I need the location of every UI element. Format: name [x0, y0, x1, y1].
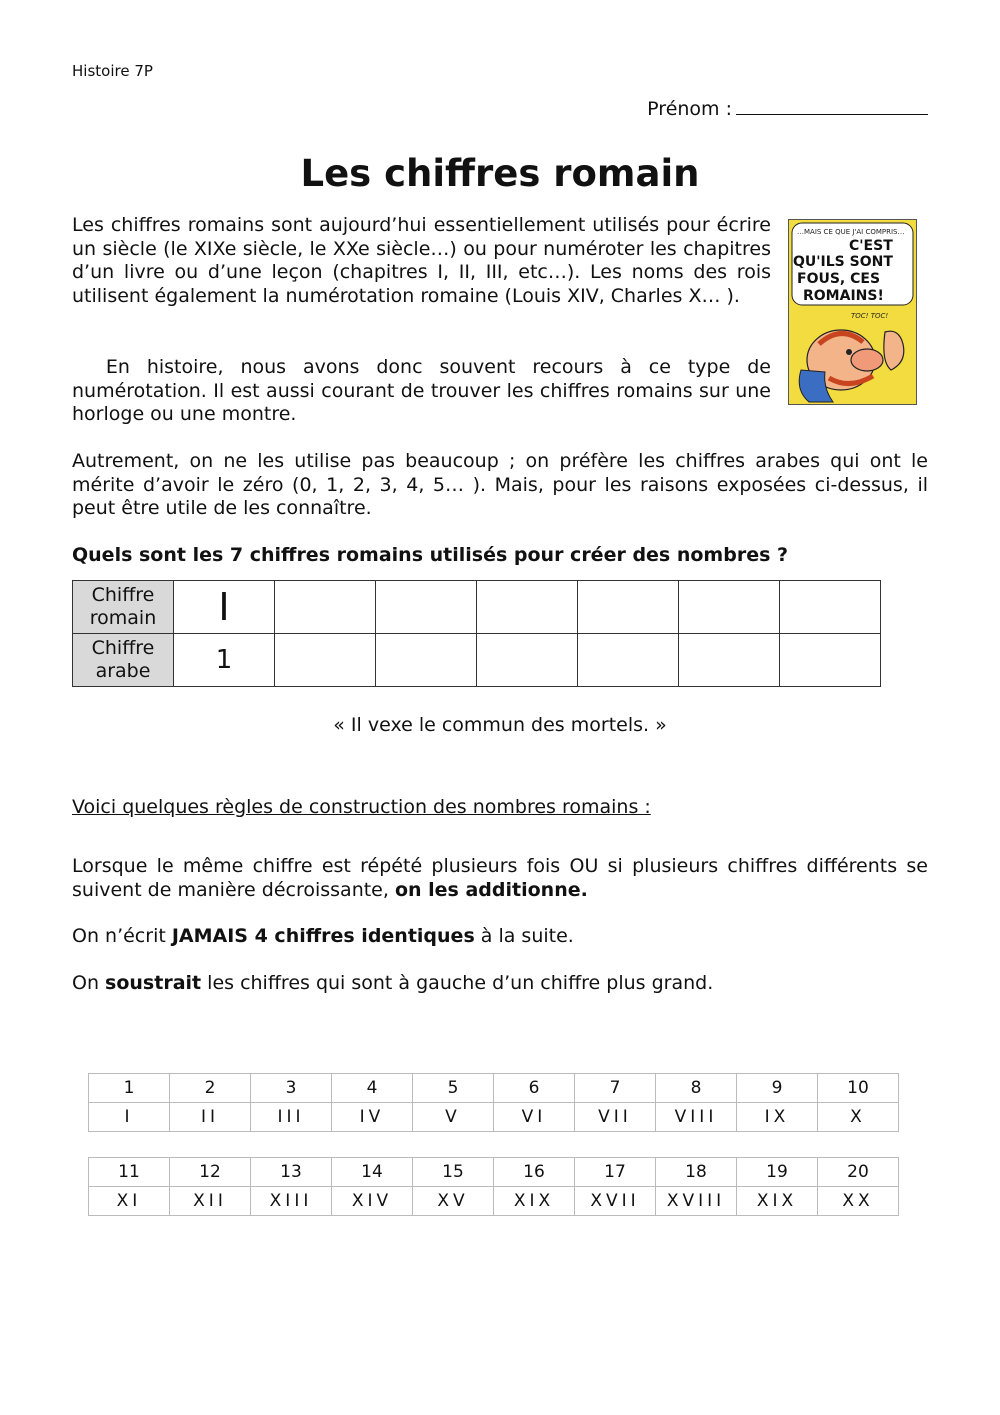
prenom-label: Prénom : [647, 98, 732, 120]
answer-cell[interactable] [275, 634, 376, 687]
intro-paragraph-3: Autrement, on ne les utilise pas beaucoup ; on préfère les chiffres arabes qui ont le mérite d’avoir le zéro (0, 1, 2, 3, 4, 5… ). Mais, pour les raisons exposées ci-dessus, il peut être utile de les connaître. [72, 450, 928, 519]
roman-number-cell: XI [89, 1187, 170, 1216]
comic-small-text: …MAIS CE QUE J'AI COMPRIS… [797, 228, 905, 236]
comic-line-1: C'EST [849, 238, 893, 254]
roman-number-cell: III [251, 1103, 332, 1132]
roman-number-cell: XV [413, 1187, 494, 1216]
row-label-roman: Chiffre romain [73, 581, 174, 634]
rules-heading: Voici quelques règles de construction des nombres romains : [72, 796, 651, 818]
rule-subtraction-bold: soustrait [105, 972, 202, 994]
arabic-number-cell: 6 [494, 1074, 575, 1103]
answer-cell[interactable] [376, 581, 477, 634]
answer-cell[interactable] [780, 634, 881, 687]
comic-sound: TOC! TOC! [851, 312, 889, 320]
intro-paragraph-1: Les chiffres romains sont aujourd’hui essentiellement utilisés pour écrire un siècle (le XIXe siècle, le XXe siècle…) ou pour numéroter les chapitres d’un livre ou d’une leçon (chapitres I, II, III, etc…). Les noms des rois utilisent également la numérotation romaine (Louis XIV, Charles X… ). [72, 214, 771, 307]
arabic-number-cell: 3 [251, 1074, 332, 1103]
arabic-number-cell: 12 [170, 1158, 251, 1187]
roman-number-cell: XIV [332, 1187, 413, 1216]
roman-number-cell: IV [332, 1103, 413, 1132]
answer-cell[interactable] [578, 581, 679, 634]
question-heading: Quels sont les 7 chiffres romains utilisés pour créer des nombres ? [72, 544, 789, 566]
roman-number-cell: I [89, 1103, 170, 1132]
table-row [89, 1074, 899, 1103]
roman-number-cell: XVII [575, 1187, 656, 1216]
arabic-number-cell: 5 [413, 1074, 494, 1103]
arabic-number-cell: 10 [818, 1074, 899, 1103]
riddle-quote: « Il vexe le commun des mortels. » [333, 714, 667, 736]
answer-cell[interactable] [578, 634, 679, 687]
arabic-number-cell: 1 [89, 1074, 170, 1103]
arabic-number-cell: 14 [332, 1158, 413, 1187]
numbers-table-1-to-10 [88, 1073, 899, 1132]
comic-line-2: QU'ILS SONT [793, 254, 893, 270]
rule-subtraction [72, 972, 928, 996]
roman-number-cell: V [413, 1103, 494, 1132]
comic-line-3: FOUS, CES [797, 271, 881, 287]
roman-example-cell: I [174, 581, 275, 634]
rule-addition-text: Lorsque le même chiffre est répété plusieurs fois OU si plusieurs chiffres différents se suivent de manière décroissante, [72, 855, 928, 901]
answer-cell[interactable] [780, 581, 881, 634]
table-row [89, 1103, 899, 1132]
answer-cell[interactable] [275, 581, 376, 634]
roman-number-cell: XIX [737, 1187, 818, 1216]
asterix-comic-image [788, 219, 917, 405]
arabic-number-cell: 11 [89, 1158, 170, 1187]
roman-digits-exercise-table [72, 580, 881, 687]
arabic-number-cell: 16 [494, 1158, 575, 1187]
arabic-number-cell: 19 [737, 1158, 818, 1187]
table-row [73, 581, 881, 634]
arabic-number-cell: 8 [656, 1074, 737, 1103]
comic-illustration [789, 220, 916, 404]
intro-paragraph-2 [72, 356, 771, 427]
roman-number-cell: XII [170, 1187, 251, 1216]
comic-nose-shape [851, 349, 883, 371]
course-label: Histoire 7P [72, 62, 153, 80]
roman-number-cell: VIII [656, 1103, 737, 1132]
answer-cell[interactable] [477, 581, 578, 634]
rule-addition [72, 855, 928, 902]
rule-subtraction-text-a: On [72, 972, 106, 994]
answer-cell[interactable] [477, 634, 578, 687]
arabic-number-cell: 18 [656, 1158, 737, 1187]
rule-never-four-bold: JAMAIS 4 chiffres identiques [171, 925, 475, 947]
roman-number-cell: IX [737, 1103, 818, 1132]
arabic-number-cell: 2 [170, 1074, 251, 1103]
arabic-number-cell: 13 [251, 1158, 332, 1187]
comic-line-4: ROMAINS! [803, 288, 884, 304]
answer-cell[interactable] [679, 634, 780, 687]
arabic-example-cell: 1 [174, 634, 275, 687]
rule-never-four [72, 925, 928, 949]
roman-number-cell: XIII [251, 1187, 332, 1216]
table-row [73, 634, 881, 687]
rule-never-four-text-b: à la suite. [474, 925, 574, 947]
roman-number-cell: XX [818, 1187, 899, 1216]
comic-eye-shape [846, 349, 852, 355]
roman-number-cell: XIX [494, 1187, 575, 1216]
arabic-number-cell: 4 [332, 1074, 413, 1103]
arabic-number-cell: 20 [818, 1158, 899, 1187]
rule-never-four-text-a: On n’écrit [72, 925, 172, 947]
answer-cell[interactable] [679, 581, 780, 634]
roman-number-cell: VII [575, 1103, 656, 1132]
roman-number-cell: II [170, 1103, 251, 1132]
prenom-blank-line[interactable] [736, 96, 928, 115]
roman-number-cell: XVIII [656, 1187, 737, 1216]
arabic-number-cell: 15 [413, 1158, 494, 1187]
table-row [89, 1187, 899, 1216]
numbers-table-11-to-20 [88, 1157, 899, 1216]
rule-addition-bold: on les additionne. [394, 878, 588, 901]
answer-cell[interactable] [376, 634, 477, 687]
arabic-number-cell: 17 [575, 1158, 656, 1187]
page-title: Les chiffres romain [300, 152, 700, 195]
intro-paragraph-2-text: En histoire, nous avons donc souvent recours à ce type de numérotation. Il est aussi courant de trouver les chiffres romains sur une horloge ou une montre. [72, 356, 771, 425]
roman-number-cell: VI [494, 1103, 575, 1132]
arabic-number-cell: 9 [737, 1074, 818, 1103]
prenom-field[interactable] [647, 96, 928, 120]
row-label-arabic: Chiffre arabe [73, 634, 174, 687]
table-row [89, 1158, 899, 1187]
arabic-number-cell: 7 [575, 1074, 656, 1103]
roman-number-cell: X [818, 1103, 899, 1132]
rule-subtraction-text-b: les chiffres qui sont à gauche d’un chiffre plus grand. [201, 972, 714, 994]
